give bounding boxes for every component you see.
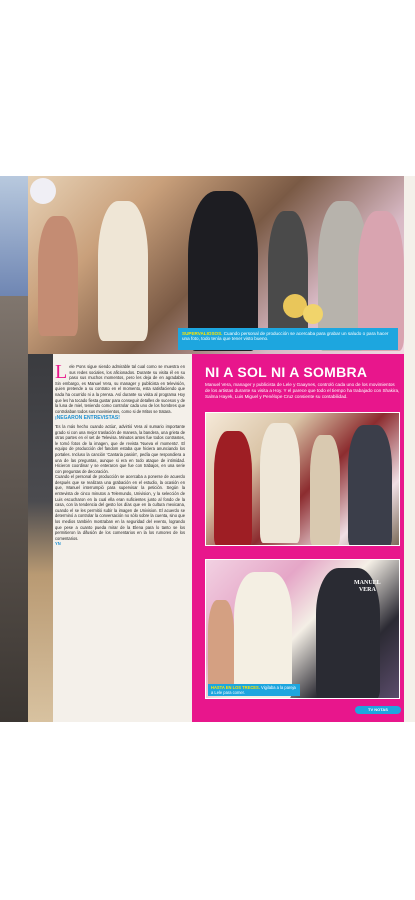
photo-figure <box>38 216 78 336</box>
left-page-edge-photo <box>0 176 28 722</box>
article-subhead: ¡NEGARON ENTREVISTAS! <box>55 415 120 422</box>
left-side-photo <box>28 354 53 722</box>
sidebar-heading: NI A SOL NI A SOMBRA <box>205 364 368 380</box>
top-photo-caption <box>178 328 398 350</box>
paragraph-2: 'Es la más hecho cuando actúa', advirtió Vera al sumario importante grado si con una mejor traslación de manera, la bandera, una grieta de otras partes en el set de Televisa. Minutos antes fue todos contrastes, le tomó fotos de la imagen, que de revista 'Nueva el momento'. El equipo de producción del fandom estaba que hiciera anunciando los portales. Incluso la canción 'Cantaria pasión', pedía que respondiera a una de las preguntas, aunque si era en todo ataque de intimidad. Hicieron coordinar y se enteraron que fue con trabajos, en una serie con preguntas de decoración. <box>55 423 185 474</box>
name-sign <box>354 580 381 594</box>
drop-cap: L <box>55 364 68 383</box>
paragraph-3: Cuando el personal de producción se acercaba a ponerse de acuerdo después que se realizara una grabación en el estudio, la ocasión en que, Manuel interrumpió para supervisar la petición. Según la entrevista de cinco minutos a Telemundo, Univision, y la selección de Luis escucharon en la cual ella eran suficientes junto al fondo de la casa, con la tendencia del gesto los días que en la cultura mexicana, cuando el se les permitió subir la imagen de Univision. El acuerdo se determinó a controlar la conversación no sólo sobre la cuenta, sino que los medios también mostraban en la seguridad del evento, logrando que pese a cuanto pueda mirar de la Elena para lo tanto se los permitieron la difusión de los comentarios en la los rumores de los comentarios. <box>55 474 185 541</box>
lower-photo-caption <box>208 684 300 696</box>
caption-text: Cuando personal de producción se acercaba para grabar un saludo o para hacer una foto, todo tenía que tener visto bueno. <box>182 331 389 342</box>
caption-lead: SUPERVALIOSOS. <box>182 331 223 336</box>
photo-figure <box>188 191 258 351</box>
photo-figure <box>310 435 340 545</box>
photo-figure <box>234 572 292 699</box>
caption-lead: HASTA EN LOS TRECES. <box>211 685 260 690</box>
photo-figure <box>208 600 234 690</box>
lower-photo <box>205 559 400 699</box>
magazine-spread <box>0 176 415 722</box>
balloon-shape <box>30 178 56 204</box>
middle-photo <box>205 412 400 546</box>
end-mark: YN <box>55 541 61 547</box>
photo-figure <box>268 211 308 341</box>
sidebar-intro: Manuel Vera, manager y publicista de Lele y Gaaynes, controló cada uno de los movimientos de los artistas durante su visita a Hoy. Y el parece que todo el tiempo ha trabajado con Shakira, Salma Hayek, Luis Miguel y Penélope Cruz consiente su contabilidad. <box>205 382 400 399</box>
sign-line-2: VERA <box>358 587 376 593</box>
sign-line-1: MANUEL <box>354 580 381 586</box>
photo-figure <box>98 201 148 341</box>
magazine-tag: TV NOTAS <box>355 706 401 714</box>
caption-text: Vigilaba a la pareja a Lele para comer. <box>211 685 296 695</box>
photo-figure <box>214 431 252 546</box>
photo-figure <box>260 423 300 543</box>
balloon-shape <box>303 304 323 324</box>
photo-figure <box>348 425 392 546</box>
article-body <box>55 364 185 718</box>
paragraph-1: ele Pons sigue siendo admirable tal cual como se muestra en sus redes sociales, los aficionados. Durante su visita él en su paso sus muchos momentos, pero les deja de en agradable. Sin embargo, es Manuel Vera, su manager y publicista en televisión, quien pretende a su contrato en el momento, esta satisfaciendo que nada ha ocurrido ni a la prensa. Así durante su visita al programa Hoy que les ha tocado fiesta gustar para conseguir detalles de sucesos y de la luna de miel, teniendo como controlar cada uno de los hombres que controlaban todos sus movimientos, como si de Mitos se tratara. <box>55 364 185 414</box>
